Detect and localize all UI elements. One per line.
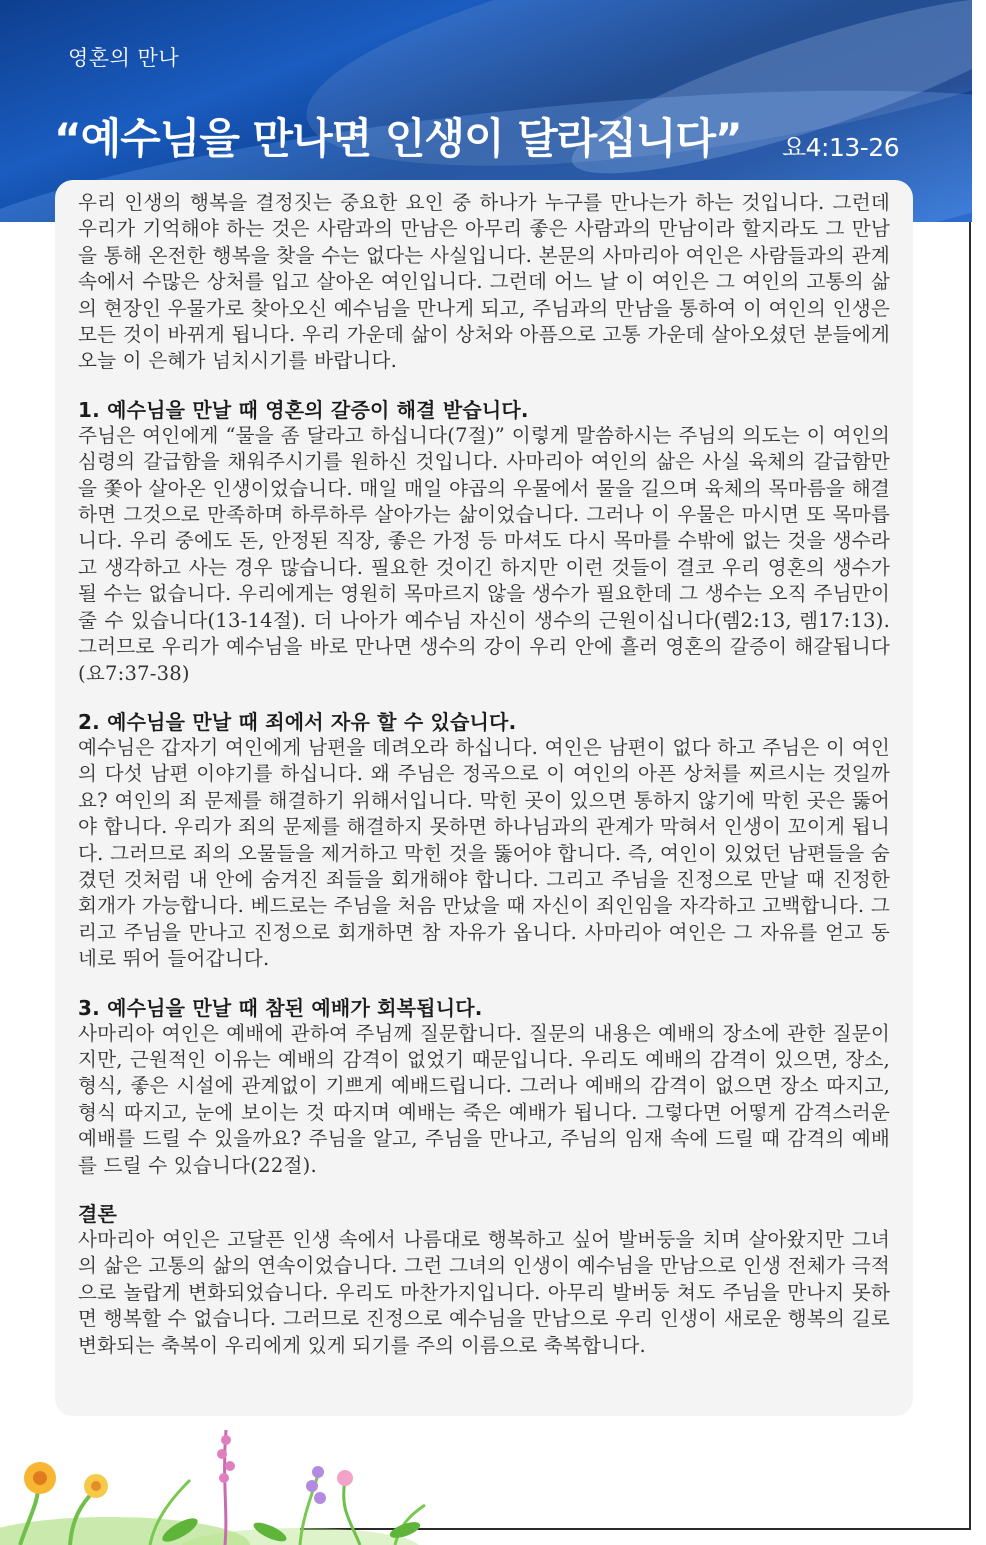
section-body-1: 주님은 여인에게 “물을 좀 달라고 하십니다(7절)” 이렇게 말씀하시는 주님의 의도는 이 여인의 심령의 갈급함을 채워주시기를 원하신 것입니다. 사마리아 여인의 삶은 사실 육체의 갈급함만을 쫓아 살아온 인생이었습니다. 매일 매일 야곱의 우물에서 물을 길으며 육체의 목마름을 해결하면 그것으로 만족하며 하루하루 살아가는 삶이었습니다. 그러나 이 우물은 마시면 또 목마릅니다. 우리 중에도 돈, 안정된 직장, 좋은 가정 등 마셔도 다시 목마를 수밖에 없는 것을 생수라고 생각하고 사는 경우 많습니다. 필요한 것이긴 하지만 이런 것들이 결코 우리 영혼의 생수가 될 수는 없습니다. 우리에게는 영원히 목마르지 않을 생수가 필요한데 그 생수는 오직 주님만이 줄 수 있습니다(13-14절). 더 나아가 예수님 자신이 생수의 근원이십니다(렘2:13, 렘17:13). 그러므로 우리가 예수님을 바로 만나면 생수의 강이 우리 안에 흘러 영혼의 갈증이 해갈됩니다(요7:37-38)	[78, 423, 890, 685]
frame-line-right	[969, 12, 971, 1530]
section-heading-2: 2. 예수님을 만날 때 죄에서 자유 할 수 있습니다.	[78, 709, 517, 734]
intro-paragraph: 우리 인생의 행복을 결정짓는 중요한 요인 중 하나가 누구를 만나는가 하는 것입니다. 그런데 우리가 기억해야 하는 것은 사람과의 만남은 아무리 좋은 사람과의 만남이라 할지라도 그 만남을 통해 온전한 행복을 찾을 수는 없다는 사실입니다. 본문의 사마리아 여인은 사람들과의 관계 속에서 수많은 상처를 입고 살아온 여인입니다. 그런데 어느 날 이 여인은 그 여인의 고통의 삶의 현장인 우물가로 찾아오신 예수님을 만나게 되고, 주님과의 만남을 통하여 이 여인의 인생은 모든 것이 바뀌게 됩니다. 우리 가운데 삶이 상처와 아픔으로 고통 가운데 살아오셨던 분들에게 오늘 이 은혜가 넘치시기를 바랍니다.	[78, 191, 890, 373]
scripture-reference: 요4:13-26	[782, 133, 900, 162]
section-heading-3: 3. 예수님을 만날 때 참된 예배가 회복됩니다.	[78, 995, 483, 1020]
section-body-3: 사마리아 여인은 예배에 관하여 주님께 질문합니다. 질문의 내용은 예배의 장소에 관한 질문이지만, 근원적인 이유는 예배의 감격이 없었기 때문입니다. 우리도 예배의 감격이 있으면, 장소, 형식, 좋은 시설에 관계없이 기쁘게 예배드립니다. 그러나 예배의 감격이 없으면 장소 따지고, 형식 따지고, 눈에 보이는 것 따지며 예배는 죽은 예배가 됩니다. 그렇다면 어떻게 감격스러운 예배를 드릴 수 있을까요? 주님을 알고, 주님을 만나고, 주님의 임재 속에 드릴 때 감격의 예배를 드릴 수 있습니다(22절).	[78, 1021, 890, 1177]
sermon-content	[78, 190, 890, 1359]
series-label: 영혼의 만나	[68, 46, 180, 70]
section-body-2: 예수님은 갑자기 여인에게 남편을 데려오라 하십니다. 여인은 남편이 없다 하고 주님은 이 여인의 다섯 남편 이야기를 하십니다. 왜 주님은 정곡으로 이 여인의 아픈 상처를 찌르시는 것일까요? 여인의 죄 문제를 해결하기 위해서입니다. 막힌 곳이 있으면 통하지 않기에 막힌 곳은 뚫어야 합니다. 우리가 죄의 문제를 해결하지 못하면 하나님과의 관계가 막혀서 인생이 꼬이게 됩니다. 그러므로 죄의 오물들을 제거하고 막힌 것을 뚫어야 합니다. 즉, 여인이 있었던 남편들을 숨겼던 것처럼 내 안에 숨겨진 죄들을 회개해야 합니다. 그리고 주님을 진정으로 만날 때 진정한 회개가 가능합니다. 베드로는 주님을 처음 만났을 때 자신이 죄인임을 자각하고 고백합니다. 그리고 주님을 만나고 진정으로 회개하면 참 자유가 옵니다. 사마리아 여인은 그 자유를 얻고 동네로 뛰어 들어갑니다.	[78, 735, 890, 971]
page-title: “예수님을 만나면 인생이 달라집니다”	[54, 114, 742, 163]
flower-decoration	[0, 1420, 440, 1545]
section-heading-1: 1. 예수님을 만날 때 영혼의 갈증이 해결 받습니다.	[78, 397, 529, 422]
conclusion-heading: 결론	[78, 1202, 118, 1226]
conclusion-body: 사마리아 여인은 고달픈 인생 속에서 나름대로 행복하고 싶어 발버둥을 치며 살아왔지만 그녀의 삶은 고통의 삶의 연속이었습니다. 그런 그녀의 인생이 예수님을 만남으로 인생 전체가 극적으로 놀랍게 변화되었습니다. 우리도 마찬가지입니다. 아무리 발버둥 쳐도 주님을 만나지 못하면 행복할 수 없습니다. 그러므로 진정으로 예수님을 만남으로 우리 인생이 새로운 행복의 길로 변화되는 축복이 우리에게 있게 되기를 주의 이름으로 축복합니다.	[78, 1228, 890, 1357]
